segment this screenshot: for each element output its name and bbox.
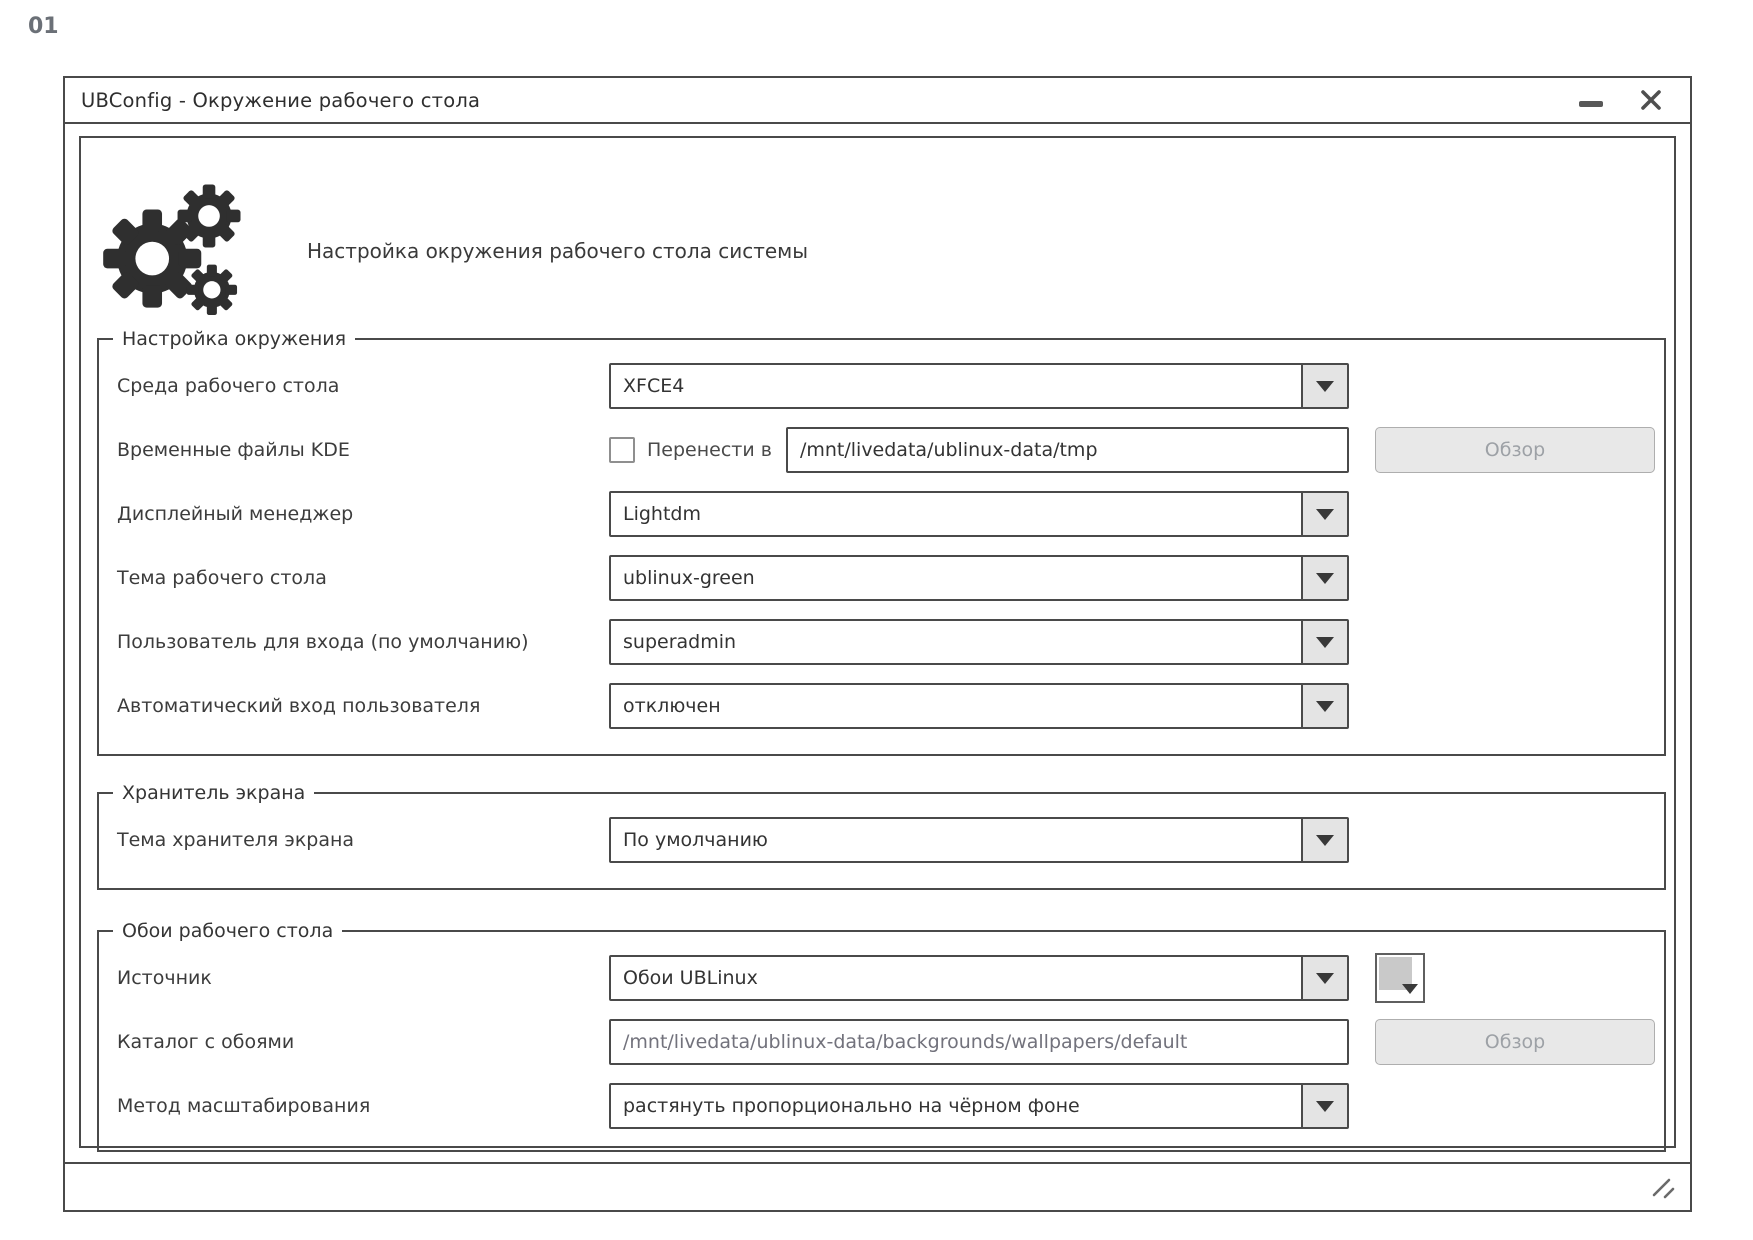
display-manager-label: Дисплейный менеджер [117,503,354,525]
login-user-dropdown[interactable] [609,619,1349,665]
desktop-environment-value: XFCE4 [623,375,685,397]
auto-login-dropdown[interactable] [609,683,1349,729]
scaling-method-dropdown[interactable] [609,1083,1349,1129]
display-manager-dropdown[interactable] [609,491,1349,537]
move-to-checkbox[interactable] [609,437,635,463]
figure-label: 01 [28,14,59,39]
group-environment-legend: Настройка окружения [113,326,355,352]
row-display-manager [117,482,1650,546]
color-swatch-button[interactable] [1375,953,1425,1003]
row-desktop-environment [117,354,1650,418]
minimize-button[interactable] [1574,83,1608,117]
row-kde-temp-files [117,418,1650,482]
row-scaling-method [117,1074,1650,1138]
desktop-theme-dropdown[interactable] [609,555,1349,601]
chevron-down-icon[interactable] [1301,819,1347,861]
resize-grip-icon[interactable] [1648,1173,1676,1201]
row-desktop-theme [117,546,1650,610]
wallpaper-source-label: Источник [117,967,212,989]
wallpaper-directory-label: Каталог с обоями [117,1031,295,1053]
display-manager-value: Lightdm [623,503,701,525]
chevron-down-icon[interactable] [1301,621,1347,663]
screensaver-theme-label: Тема хранителя экрана [117,829,355,851]
minimize-icon [1579,101,1603,107]
chevron-down-icon[interactable] [1301,365,1347,407]
row-wallpaper-directory [117,1010,1650,1074]
statusbar [65,1162,1690,1210]
desktop-theme-label: Тема рабочего стола [117,567,327,589]
content-frame [79,136,1676,1148]
screensaver-theme-value: По умолчанию [623,829,768,851]
ubconfig-window [63,76,1692,1212]
row-wallpaper-source [117,946,1650,1010]
auto-login-value: отключен [623,695,721,717]
kde-temp-path-input[interactable] [786,427,1349,473]
kde-temp-browse-button[interactable]: Обзор [1375,427,1655,473]
row-auto-login [117,674,1650,738]
group-screensaver [97,782,1666,890]
gears-icon [103,184,245,318]
screensaver-theme-dropdown[interactable] [609,817,1349,863]
close-icon [1637,86,1665,114]
chevron-down-icon [1402,984,1418,994]
chevron-down-icon[interactable] [1301,493,1347,535]
scaling-method-label: Метод масштабирования [117,1095,371,1117]
group-environment [97,328,1666,756]
move-to-checkbox-label: Перенести в [647,439,772,461]
chevron-down-icon[interactable] [1301,957,1347,999]
scaling-method-value: растянуть пропорционально на чёрном фоне [623,1095,1080,1117]
wallpaper-directory-input[interactable] [609,1019,1349,1065]
desktop-theme-value: ublinux-green [623,567,755,589]
app-caption: Настройка окружения рабочего стола системы [307,239,809,263]
chevron-down-icon[interactable] [1301,685,1347,727]
wallpaper-source-dropdown[interactable] [609,955,1349,1001]
desktop-environment-dropdown[interactable] [609,363,1349,409]
close-button[interactable] [1634,83,1668,117]
kde-temp-files-label: Временные файлы KDE [117,439,350,461]
row-login-user [117,610,1650,674]
window-title: UBConfig - Окружение рабочего стола [81,88,481,112]
app-header [103,184,1674,318]
group-wallpaper [97,920,1666,1152]
chevron-down-icon[interactable] [1301,1085,1347,1127]
wallpaper-source-value: Обои UBLinux [623,967,758,989]
row-screensaver-theme [117,808,1650,872]
wallpaper-directory-browse-button[interactable]: Обзор [1375,1019,1655,1065]
desktop-environment-label: Среда рабочего стола [117,375,340,397]
login-user-value: superadmin [623,631,737,653]
chevron-down-icon[interactable] [1301,557,1347,599]
group-wallpaper-legend: Обои рабочего стола [113,918,342,944]
group-screensaver-legend: Хранитель экрана [113,780,314,806]
auto-login-label: Автоматический вход пользователя [117,695,481,717]
login-user-label: Пользователь для входа (по умолчанию) [117,631,529,653]
titlebar [65,78,1690,124]
